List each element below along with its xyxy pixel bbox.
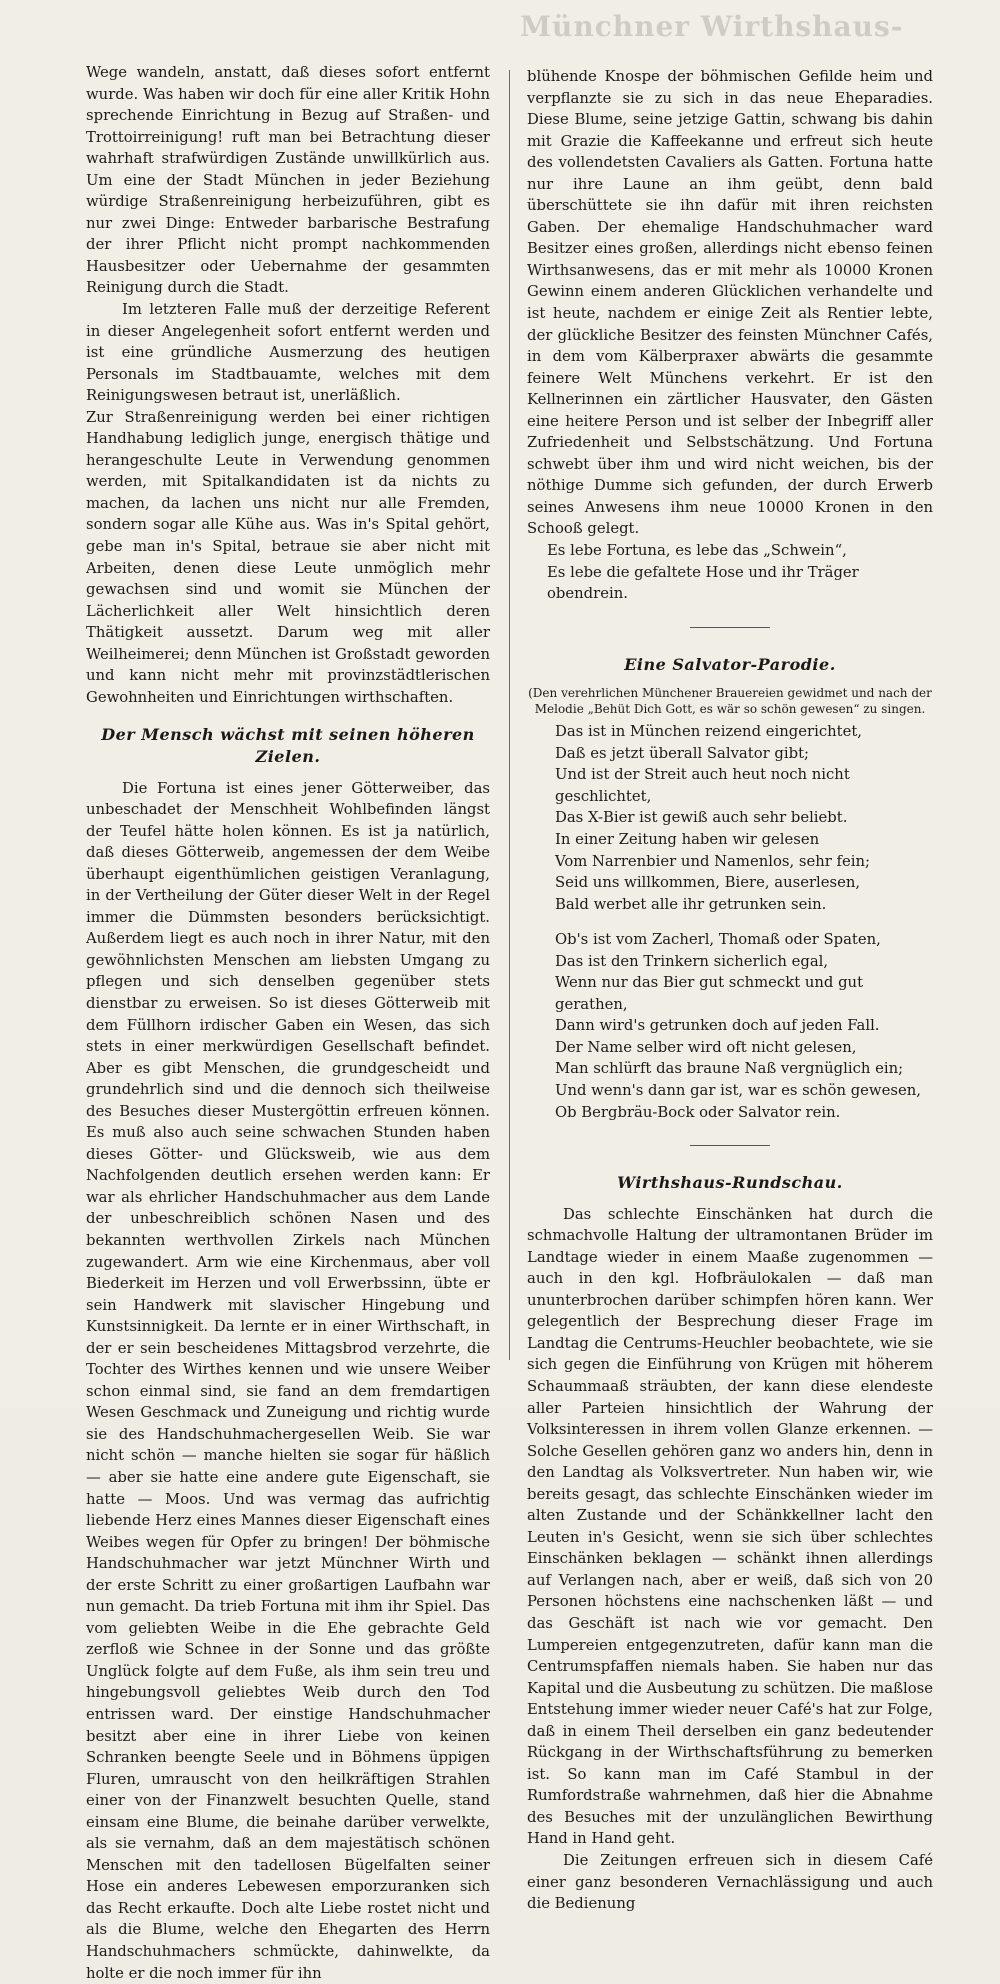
toast-line: Es lebe Fortuna, es lebe das „Schwein“,: [527, 540, 933, 562]
paragraph: Wege wandeln, anstatt, daß dieses sofort entfernt wurde. Was haben wir doch für eine aller Kritik Hohn sprechende Einrichtung in Bezug auf Straßen- und Trottoirreinigung! ruft man bei Betrachtung dieser wahrhaft strafwürdigen Zustände unwillkürlich aus. Um eine der Stadt München in jeder Beziehung würdige Straßenreinigung herbeizuführen, gibt es nur zwei Dinge: Entweder barbarische Bestrafung der ihrer Pflicht nicht prompt nachkommenden Hausbesitzer oder Uebernahme der gesammten Reinigung durch die Stadt.: [86, 62, 490, 299]
toast-line: Es lebe die gefaltete Hose und ihr Träger obendrein.: [527, 562, 933, 605]
paragraph: Die Fortuna ist eines jener Götterweiber, das unbeschadet der Menschheit Wohlbefinden längst der Teufel hätte holen können. Es ist ja natürlich, daß dieses Götterweib, angemessen der dem Weibe überhaupt eigenthümlichen geistigen Veranlagung, in der Vertheilung der Güter dieser Welt in der Regel immer die Dümmsten besonders berücksichtigt. Außerdem liegt es auch noch in ihrer Natur, mit den gewöhnlichsten Menschen am liebsten Umgang zu pflegen und sich denselben gegenüber stets dienstbar zu erweisen. So ist dieses Götterweib mit dem Füllhorn irdischer Gaben ein Wesen, das sich stets in einer merkwürdigen Gesellschaft befindet. Aber es gibt Menschen, die grundgescheidt und grundehrlich sind und die dennoch sich theilweise des Besuches dieser Mustergöttin erfreuen können. Es muß also auch seine schwachen Stunden haben dieses Götter- und Glücksweib, wie aus dem Nachfolgenden deutlich ersehen werden kann: Er war als ehrlicher Handschuhmacher aus dem Lande der unbeschreiblich schönen Nasen und des bekannten werthvollen Zirkels nach München zugewandert. Arm wie eine Kirchenmaus, aber voll Biederkeit im Herzen und voll Erwerbssinn, übte er sein Handwerk mit slavischer Hingebung und Kunstsinnigkeit. Da lernte er in einer Wirthschaft, in der er sein bescheidenes Mittagsbrod verzehrte, die Tochter des Wirthes kennen und wie unsere Weiber schon einmal sind, sie fand an dem fremdartigen Wesen Geschmack und Zuneigung und richtig wurde sie des Handschuhmachergesellen Weib. Sie war nicht schön — manche hielten sie sogar für häßlich — aber sie hatte eine andere gute Eigenschaft, sie hatte — Moos. Und was vermag das aufrichtig liebende Herz eines Mannes dieser Eigenschaft eines Weibes wegen für Opfer zu bringen! Der böhmische Handschuhmacher war jetzt Münchner Wirth und der erste Schritt zu einer großartigen Laufbahn war nun gemacht. Da trieb Fortuna mit ihm ihr Spiel. Das vom geliebten Weibe in die Ehe gebrachte Geld zerfloß wie Schnee in der Sonne und das größte Unglück folgte auf dem Fuße, als ihm sein treu und hingebungsvoll geliebtes Weib durch den Tod entrissen ward. Der einstige Handschuhmacher besitzt aber eine in ihrer Liebe von keinen Schranken beengte Seele und in Böhmens üppigen Fluren, umrauscht von den heilkräftigen Strahlen einer von der Finanzwelt besuchten Quelle, stand einsam eine Blume, die beinahe darüber verwelkte, als sie vernahm, daß an dem majestätisch schönen Menschen mit den tadellosen Bügelfalten seiner Hose ein anderes Lebewesen emporzuranken sich das Recht erkaufte. Doch alte Liebe rostet nicht und als die Blume, welche den Ehegarten des Herrn Handschuhmachers schmückte, dahinwelkte, da holte er die noch immer für ihn: [86, 778, 490, 1984]
verse-line: Ob Bergbräu-Bock oder Salvator rein.: [527, 1102, 933, 1124]
verse-line: Man schlürft das braune Naß vergnüglich ein;: [527, 1058, 933, 1080]
verse-line: Das ist den Trinkern sicherlich egal,: [527, 951, 933, 973]
paragraph: Im letzteren Falle muß der derzeitige Referent in dieser Angelegenheit sofort entfernt werden und ist eine gründliche Ausmerzung des heutigen Personals im Stadtbauamte, welches mit dem Reinigungswesen betraut ist, unerläßlich.: [86, 299, 490, 407]
poem: [527, 721, 933, 1123]
verse-line: Bald werbet alle ihr getrunken sein.: [527, 894, 933, 916]
verse-line: Das ist in München reizend eingerichtet,: [527, 721, 933, 743]
paragraph: Die Zeitungen erfreuen sich in diesem Café einer ganz besonderen Vernachlässigung und auch die Bedienung: [527, 1850, 933, 1915]
article-heading: Wirthshaus-Rundschau.: [527, 1172, 933, 1194]
verse-line: Und ist der Streit auch heut noch nicht geschlichtet,: [527, 764, 933, 807]
verse-line: Daß es jetzt überall Salvator gibt;: [527, 743, 933, 765]
verse-line: In einer Zeitung haben wir gelesen: [527, 829, 933, 851]
verse-line: Ob's ist vom Zacherl, Thomaß oder Spaten,: [527, 929, 933, 951]
verse-line: Vom Narrenbier und Namenlos, sehr fein;: [527, 851, 933, 873]
bleed-through-text: Münchner Wirthshaus-: [520, 10, 1000, 66]
verse-line: Das X-Bier ist gewiß auch sehr beliebt.: [527, 807, 933, 829]
paragraph: blühende Knospe der böhmischen Gefilde heim und verpflanzte sie zu sich in das neue Eheparadies. Diese Blume, seine jetzige Gattin, schwang bis dahin mit Grazie die Kaffeekanne und erfreut sich heute des vollendetsten Cavaliers als Gatten. Fortuna hatte nur ihre Laune an ihm geübt, denn bald überschüttete sie ihn dafür mit ihren reichsten Gaben. Der ehemalige Handschuhmacher ward Besitzer eines großen, allerdings nicht ebenso feinen Wirthsanwesens, das er mit mehr als 10000 Kronen Gewinn einem anderen Glücklichen verhandelte und ist heute, nachdem er einige Zeit als Rentier lebte, der glückliche Besitzer des feinsten Münchner Cafés, in dem vom Kälberpraxer abwärts die gesammte feinere Welt Münchens verkehrt. Er ist den Kellnerinnen ein zärtlicher Hausvater, den Gästen eine heitere Person und ist selber der Inbegriff aller Zufriedenheit und Selbstschätzung. Und Fortuna schwebt über ihm und wird nicht weichen, bis der nöthige Dumme sich gefunden, der durch Erwerb seines Anwesens ihm neue 10000 Kronen in den Schooß gelegt.: [527, 66, 933, 540]
verse-line: Seid uns willkommen, Biere, auserlesen,: [527, 872, 933, 894]
paragraph: Zur Straßenreinigung werden bei einer richtigen Handhabung lediglich junge, energisch thätige und herangeschulte Leute in Verwendung genommen werden, mit Spitalkandidaten ist da nichts zu machen, da lachen uns nicht nur alle Fremden, sondern sogar alle Kühe aus. Was in's Spital gehört, gebe man in's Spital, betraue sie aber nicht mit Arbeiten, denen diese Leute unmöglich mehr gewachsen sind und womit sie München der Lächerlichkeit aller Welt hinsichtlich deren Thätigkeit aussetzt. Darum weg mit aller Weilheimerei; denn München ist Großstadt geworden und kann nicht mehr mit provinzstädtlerischen Gewohnheiten und Einrichtungen wirthschaften.: [86, 407, 490, 709]
verse-line: Der Name selber wird oft nicht gelesen,: [527, 1037, 933, 1059]
toast-lines: [527, 540, 933, 605]
paragraph: Das schlechte Einschänken hat durch die schmachvolle Haltung der ultramontanen Brüder im Landtage wieder in einem Maaße zugenommen — auch in den kgl. Hofbräulokalen — daß man ununterbrochen darüber schimpfen hören kann. Wer gelegentlich der Besprechung dieser Frage im Landtag die Centrums-Heuchler beobachtete, wie sie sich gegen die Einführung von Krügen mit höherem Schaummaaß sträubten, der kann diese elendeste aller Parteien hinsichtlich der Wahrung der Volksinteressen in ihrem vollen Glanze erkennen. — Solche Gesellen gehören ganz wo anders hin, denn in den Landtag als Volksvertreter. Nun haben wir, wie bereits gesagt, das schlechte Einschänken wieder im alten Zustande und der Schänkkellner lacht den Leuten in's Gesicht, wenn sie sich über schlechtes Einschänken beklagen — schänkt ihnen allerdings auf Verlangen nach, aber er weiß, daß sich von 20 Personen höchstens eine nachschenken läßt — und das Geschäft ist nach wie vor gemacht. Den Lumpereien entgegenzutreten, dafür kann man die Centrumspfaffen niemals haben. Sie haben nur das Kapital und die Ausbeutung zu schützen. Die maßlose Entstehung immer wieder neuer Café's hat zur Folge, daß in einem Theil derselben ein ganz bedeutender Rückgang in der Wirthschaftsführung zu bemerken ist. So kann man im Café Stambul in der Rumfordstraße wahrnehmen, daß hier die Abnahme des Besuches mit der unzulänglichen Bewirthung Hand in Hand geht.: [527, 1204, 933, 1850]
section-separator: [690, 627, 770, 628]
dedication: (Den verehrlichen Münchener Brauereien gewidmet und nach der Melodie „Behüt Dich Gott, es wär so schön gewesen“ zu singen.: [527, 685, 933, 717]
verse-line: Dann wird's getrunken doch auf jeden Fall.: [527, 1015, 933, 1037]
verse-line: Und wenn's dann gar ist, war es schön gewesen,: [527, 1080, 933, 1102]
article-heading: Der Mensch wächst mit seinen höheren Zielen.: [86, 724, 490, 767]
article-heading: Eine Salvator-Parodie.: [527, 654, 933, 676]
left-column: [86, 62, 490, 1984]
column-divider: [509, 70, 510, 1360]
stanza-gap: [527, 915, 933, 929]
right-column: [527, 66, 933, 1915]
verse-line: Wenn nur das Bier gut schmeckt und gut gerathen,: [527, 972, 933, 1015]
section-separator: [690, 1145, 770, 1146]
